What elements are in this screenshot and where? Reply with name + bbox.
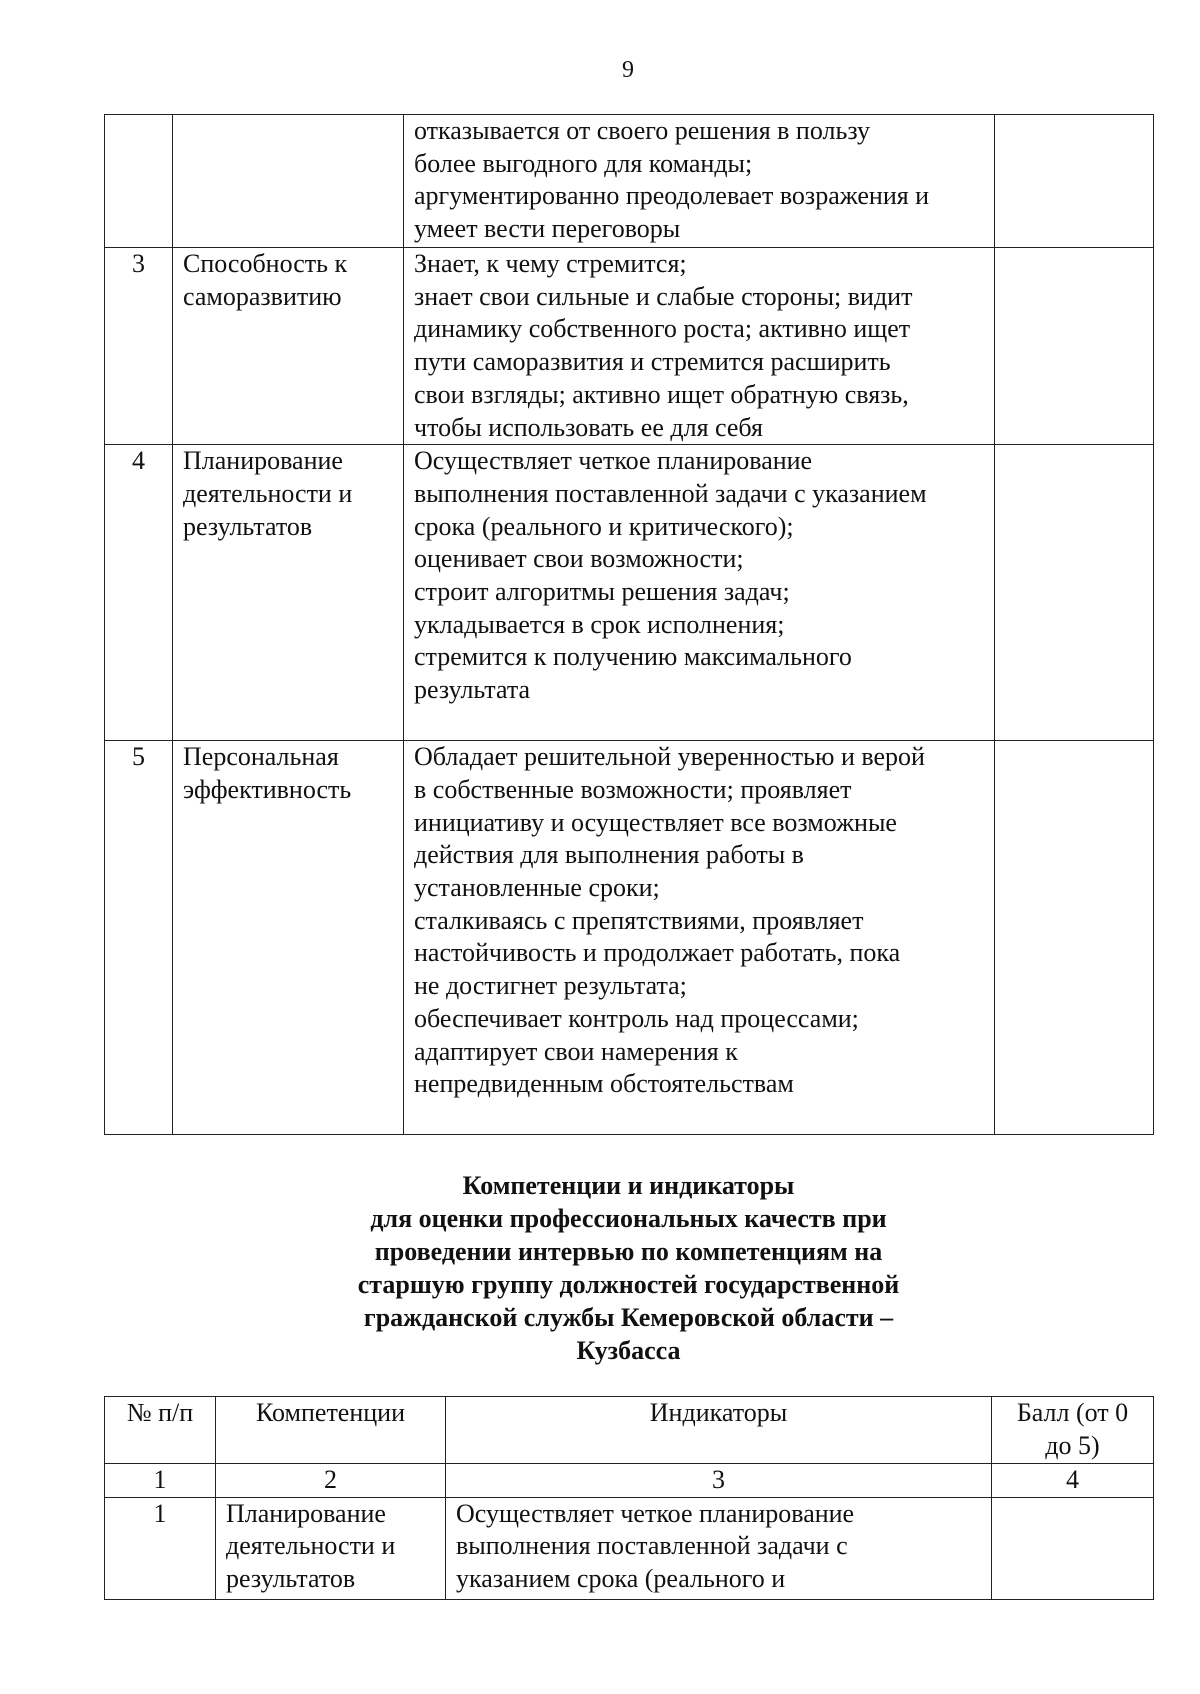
text-line: умеет вести переговоры (414, 214, 681, 244)
competence-table-continued (104, 114, 1154, 1135)
table-row (105, 445, 1154, 741)
competence-cell (173, 445, 404, 741)
text-line: выполнения поставленной задачи с (456, 1531, 848, 1561)
numbering-row (105, 1464, 1154, 1498)
text-line: Обладает решительной уверенностью и верой (414, 742, 925, 772)
text-line: знает свои сильные и слабые стороны; видит (414, 281, 913, 311)
text-line: деятельности и (226, 1531, 396, 1561)
text-line: эффективность (183, 774, 352, 804)
section-heading (104, 1169, 1153, 1367)
text-line: саморазвитию (183, 281, 342, 311)
col-number: 3 (446, 1464, 992, 1498)
text-line: Планирование (226, 1498, 386, 1528)
text-line: Способность к (183, 249, 348, 278)
heading-line: для оценки профессиональных качеств при (370, 1204, 887, 1233)
competence-cell (216, 1497, 446, 1599)
score-cell (995, 115, 1154, 248)
text-line: Планирование (183, 446, 343, 476)
text-line: установленные сроки; (414, 873, 660, 903)
indicators-cell (404, 248, 995, 445)
header-competence: Компетенции (216, 1397, 446, 1464)
table-row (105, 741, 1154, 1135)
text-line: стремится к получению максимального (414, 642, 852, 672)
col-number: 2 (216, 1464, 446, 1498)
score-cell (995, 248, 1154, 445)
competence-cell (173, 248, 404, 445)
text-line: результатов (226, 1564, 356, 1594)
text-line: не достигнет результата; (414, 971, 687, 1001)
text-line: настойчивость и продолжает работать, пока (414, 938, 901, 968)
text-line: срока (реального и критического); (414, 511, 794, 541)
header-num: № п/п (105, 1397, 216, 1464)
text-line: Знает, к чему стремится; (414, 249, 687, 278)
indicators-cell (404, 115, 995, 248)
score-cell (995, 741, 1154, 1135)
text-line: адаптирует свои намерения к (414, 1036, 738, 1066)
text-line: пути саморазвития и стремится расширить (414, 347, 891, 377)
row-number: 1 (105, 1497, 216, 1599)
table-row (105, 248, 1154, 445)
text-line: более выгодного для команды; (414, 148, 753, 178)
header-score-line: до 5) (1045, 1430, 1100, 1460)
heading-line: Компетенции и индикаторы (462, 1171, 795, 1200)
text-line: выполнения поставленной задачи с указанием (414, 478, 927, 508)
score-cell (995, 445, 1154, 741)
text-line: непредвиденным обстоятельствам (414, 1069, 794, 1099)
text-line: строит алгоритмы решения задач; (414, 577, 790, 607)
row-number: 3 (105, 248, 173, 445)
table-row (105, 1497, 1154, 1599)
text-line: Осуществляет четкое планирование (456, 1498, 855, 1528)
text-line: сталкиваясь с препятствиями, проявляет (414, 905, 864, 935)
text-line: обеспечивает контроль над процессами; (414, 1003, 859, 1033)
heading-line: проведении интервью по компетенциям на (374, 1237, 883, 1266)
row-number (105, 115, 173, 248)
indicators-cell (404, 445, 995, 741)
text-line: оценивает свои возможности; (414, 544, 744, 574)
row-number: 5 (105, 741, 173, 1135)
text-line: результатов (183, 511, 313, 541)
header-score (992, 1397, 1154, 1464)
text-line: укладывается в срок исполнения; (414, 609, 785, 639)
header-score-line: Балл (от 0 (1016, 1398, 1129, 1427)
text-line: чтобы использовать ее для себя (414, 412, 763, 442)
text-line: деятельности и (183, 478, 353, 508)
text-line: свои взгляды; активно ищет обратную связь, (414, 379, 909, 409)
indicators-cell (404, 741, 995, 1135)
text-line: отказывается от своего решения в пользу (414, 116, 871, 145)
header-indicators: Индикаторы (446, 1397, 992, 1464)
text-line: указанием срока (реального и (456, 1564, 786, 1594)
page-number: 9 (622, 57, 634, 83)
text-line: Персональная (183, 742, 339, 772)
heading-line: старшую группу должностей государственной (357, 1270, 900, 1299)
col-number: 1 (105, 1464, 216, 1498)
score-cell (992, 1497, 1154, 1599)
text-line: динамику собственного роста; активно ищет (414, 314, 911, 344)
row-number: 4 (105, 445, 173, 741)
col-number: 4 (992, 1464, 1154, 1498)
heading-line: гражданской службы Кемеровской области – (363, 1303, 894, 1332)
competence-cell (173, 115, 404, 248)
heading-line: Кузбасса (576, 1336, 681, 1365)
text-line: инициативу и осуществляет все возможные (414, 807, 897, 837)
competence-cell (173, 741, 404, 1135)
table-row (105, 115, 1154, 248)
text-line: Осуществляет четкое планирование (414, 446, 813, 476)
text-line: результата (414, 675, 531, 705)
table-header-row (105, 1397, 1154, 1464)
competence-table-senior (104, 1396, 1154, 1600)
text-line: действия для выполнения работы в (414, 840, 804, 870)
text-line: аргументированно преодолевает возражения и (414, 181, 930, 211)
indicators-cell (446, 1497, 992, 1599)
text-line: в собственные возможности; проявляет (414, 774, 852, 804)
